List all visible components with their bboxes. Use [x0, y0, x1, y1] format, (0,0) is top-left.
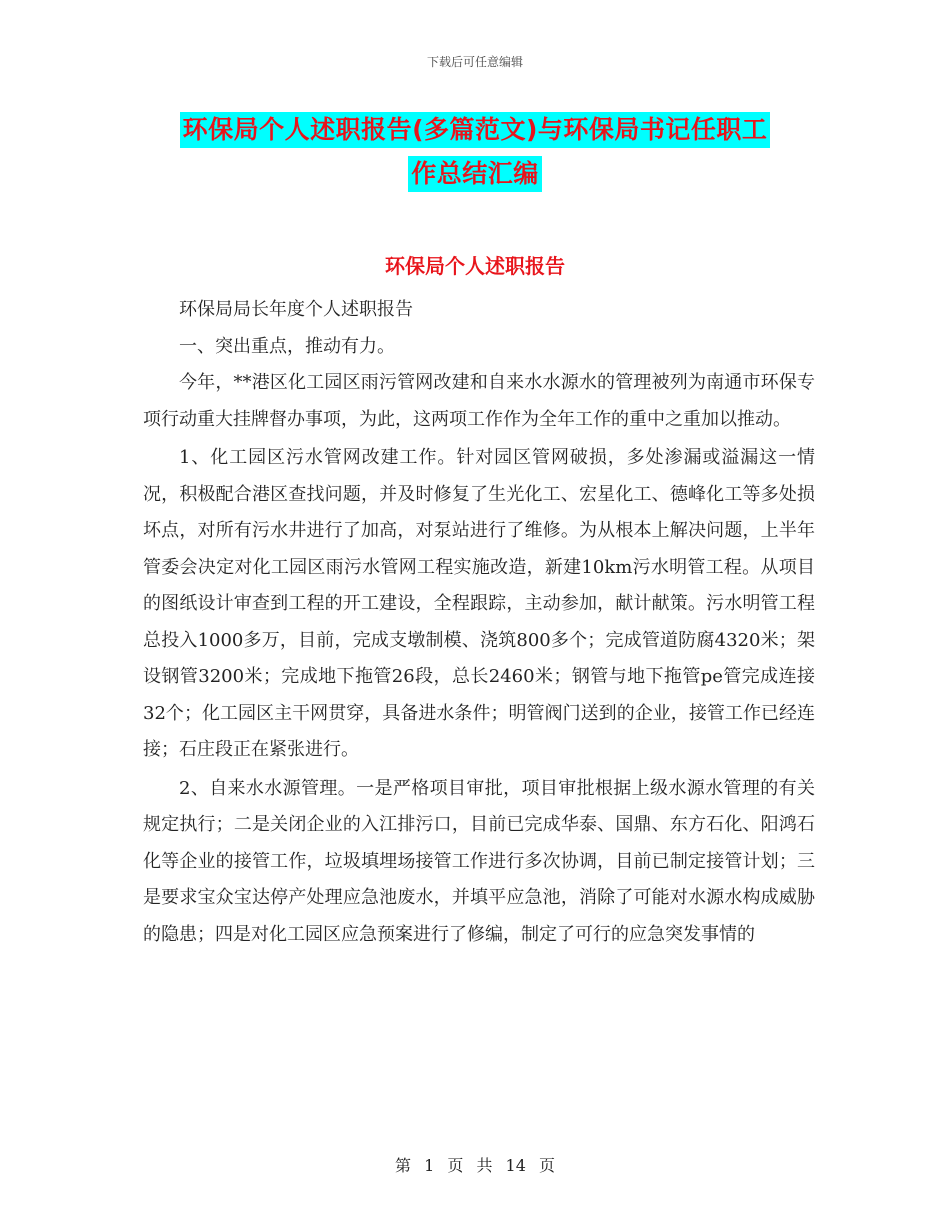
header-note: 下载后可任意编辑 [426, 55, 523, 69]
page-footer: 第 1 页 共 14 页 [395, 1156, 555, 1175]
document-body [143, 292, 815, 953]
document-title [0, 112, 950, 192]
paragraph-subtitle: 环保局局长年度个人述职报告 [179, 299, 413, 320]
paragraph-intro: 今年，**港区化工园区雨污管网改建和自来水水源水的管理被列为南通市环保专项行动重大挂牌督办事项，为此，这两项工作作为全年工作的重中之重加以推动。 [143, 372, 815, 430]
title-line-2: 作总结汇编 [408, 156, 542, 192]
paragraph-point-one: 一、突出重点，推动有力。 [179, 335, 395, 357]
paragraph-water-source: 2、自来水水源管理。一是严格项目审批，项目审批根据上级水源水管理的有关规定执行；二是关闭企业的入江排污口，目前已完成华泰、国鼎、东方石化、阳鸿石化等企业的接管工作，垃圾填埋场接管工作进行多次协调，目前已制定接管计划；三是要求宝众宝达停产处理应急池废水，并填平应急池，消除了可能对水源水构成威胁的隐患；四是对化工园区应急预案进行了修编，制定了可行的应急突发事情的 [143, 777, 815, 945]
paragraph-pipe-network: 1、化工园区污水管网改建工作。针对园区管网破损，多处渗漏或溢漏这一情况，积极配合港区查找问题，并及时修复了生光化工、宏星化工、德峰化工等多处损坏点，对所有污水井进行了加高，对泵站进行了维修。为从根本上解决问题，上半年管委会决定对化工园区雨污水管网工程实施改造，新建10km污水明管工程。从项目的图纸设计审查到工程的开工建设，全程跟踪，主动参加，献计献策。污水明管工程总投入1000多万，目前，完成支墩制模、浇筑800多个；完成管道防腐4320米；架设钢管3200米；完成地下拖管26段，总长2460米；钢管与地下拖管pe管完成连接32个；化工园区主干网贯穿，具备进水条件；明管阀门送到的企业，接管工作已经连接；石庄段正在紧张进行。 [143, 447, 815, 760]
title-line-1: 环保局个人述职报告(多篇范文)与环保局书记任职工 [180, 112, 771, 148]
section-heading: 环保局个人述职报告 [385, 254, 565, 278]
